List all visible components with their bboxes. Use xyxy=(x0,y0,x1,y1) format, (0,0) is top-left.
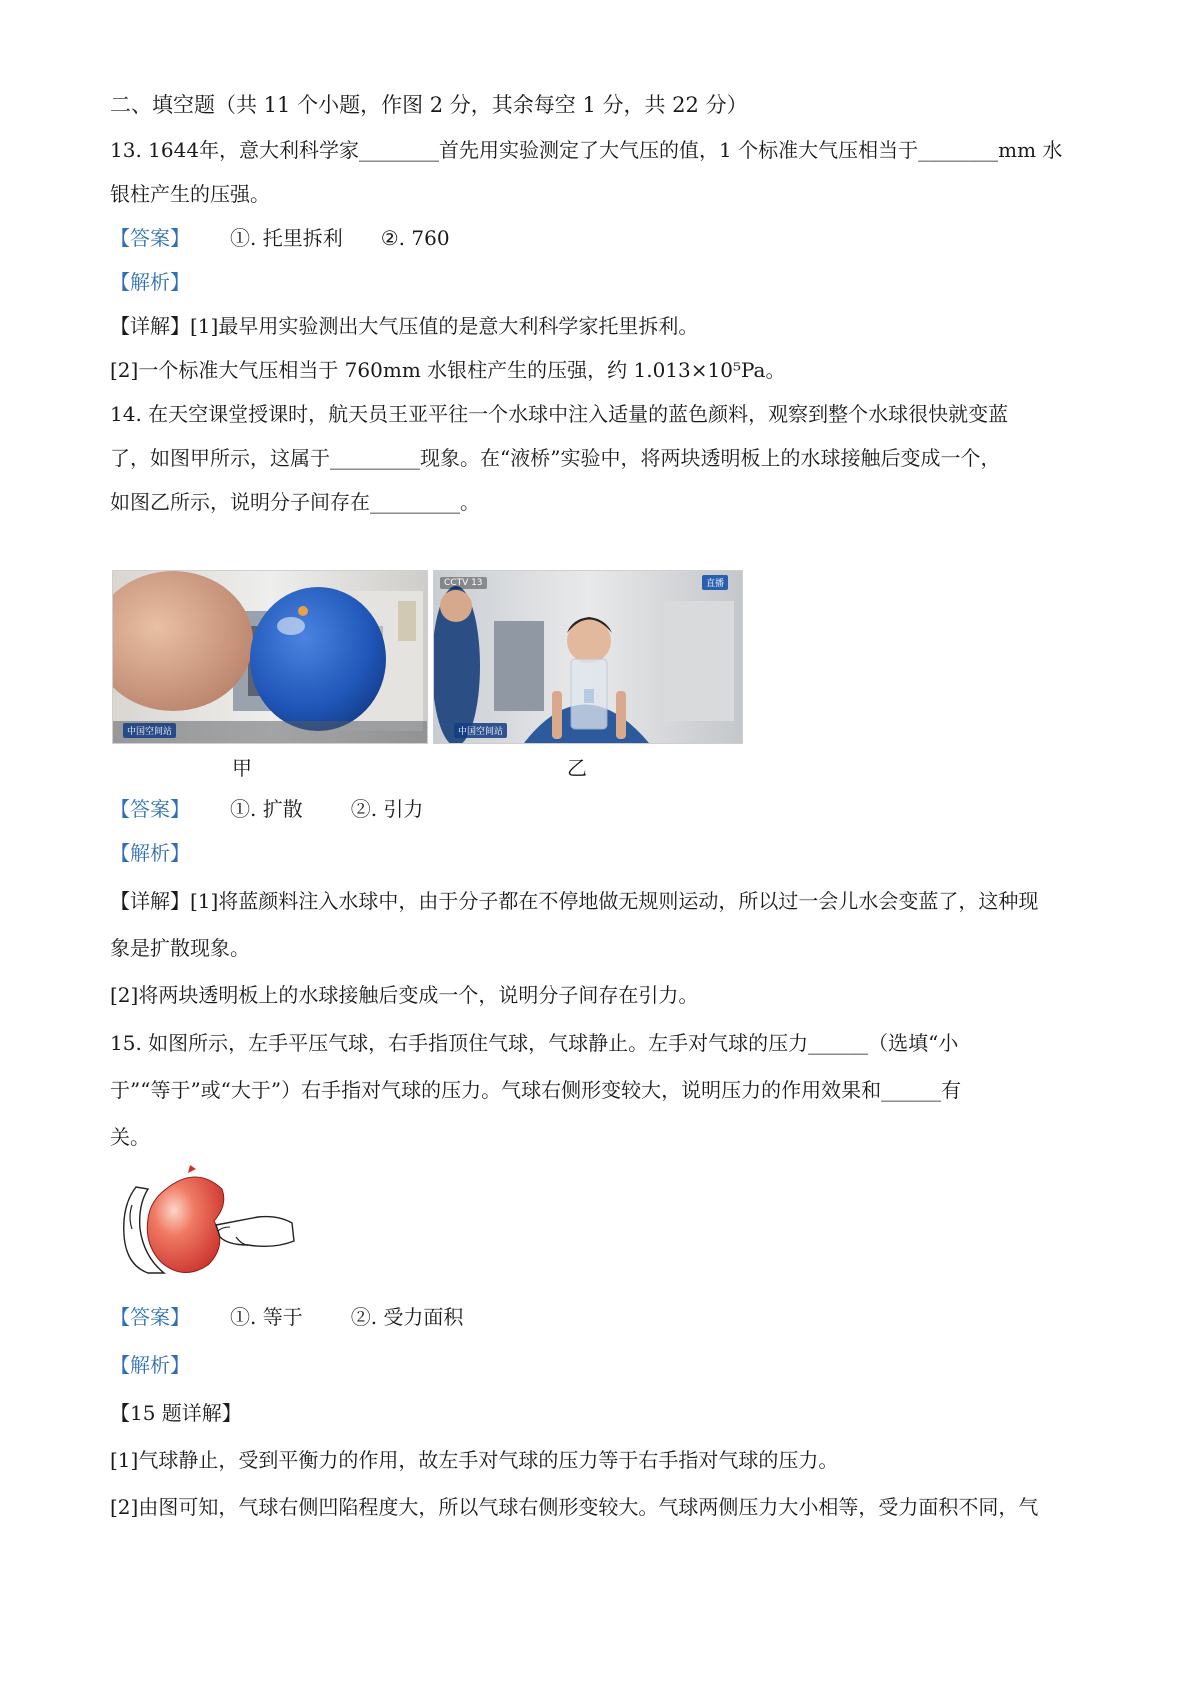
q13-stem-line-1: 13. 1644年，意大利科学家________首先用实验测定了大气压的值，1 个标准大气压相当于________mm 水 xyxy=(110,138,1063,162)
q15-detail-1: [1]气球静止，受到平衡力的作用，故左手对气球的压力等于右手指对气球的压力。 xyxy=(110,1448,839,1472)
q13-analysis-tag: 【解析】 xyxy=(110,270,190,294)
q14-detail-3: [2]将两块透明板上的水球接触后变成一个，说明分子间存在引力。 xyxy=(110,983,699,1007)
photo-yi-channel-logo: CCTV 13 xyxy=(440,577,487,589)
caption-jia: 甲 xyxy=(232,756,252,780)
q13-detail-1: 【详解】[1]最早用实验测出大气压值的是意大利科学家托里拆利。 xyxy=(110,314,699,338)
q13-answer-2: ②. 760 xyxy=(380,226,450,250)
answer-tag: 【答案】 xyxy=(110,226,190,250)
photo-jia-station-logo: 中国空间站 xyxy=(123,723,176,738)
q15-stem-line-2: 于”“等于”或“大于”）右手指对气球的压力。气球右侧形变较大，说明压力的作用效果和______有 xyxy=(110,1078,962,1102)
q15-answer-2: ②. 受力面积 xyxy=(350,1305,464,1329)
photo-jia xyxy=(112,570,428,744)
balloon-illustration xyxy=(118,1165,296,1277)
q14-stem-line-3: 如图乙所示，说明分子间存在_________。 xyxy=(110,490,480,514)
q14-stem-line-2: 了，如图甲所示，这属于_________现象。在“液桥”实验中，将两块透明板上的水球接触后变成一个， xyxy=(110,446,1001,470)
q14-answer xyxy=(110,796,423,822)
q15-answer xyxy=(110,1304,463,1330)
q14-stem-line-1: 14. 在天空课堂授课时，航天员王亚平往一个水球中注入适量的蓝色颜料，观察到整个水球很快就变蓝 xyxy=(110,402,1009,426)
q14-answer-2: ②. 引力 xyxy=(350,797,424,821)
section-title: 二、填空题（共 11 个小题，作图 2 分，其余每空 1 分，共 22 分） xyxy=(110,93,748,117)
photo-yi xyxy=(433,570,743,744)
q14-detail-1: 【详解】[1]将蓝颜料注入水球中，由于分子都在不停地做无规则运动，所以过一会儿水会变蓝了，这种现 xyxy=(110,889,1039,913)
q15-answer-1: ①. 等于 xyxy=(230,1305,303,1329)
q13-detail-2: [2]一个标准大气压相当于 760mm 水银柱产生的压强，约 1.013×10⁵Pa。 xyxy=(110,358,786,382)
q14-detail-2: 象是扩散现象。 xyxy=(110,936,250,960)
answer-tag: 【答案】 xyxy=(110,1305,190,1329)
balloon-figure xyxy=(118,1165,296,1277)
q15-stem-line-1: 15. 如图所示，左手平压气球，右手指顶住气球，气球静止。左手对气球的压力______（选填“小 xyxy=(110,1031,959,1055)
q15-analysis-tag: 【解析】 xyxy=(110,1353,190,1377)
photo-yi-illustration xyxy=(434,571,742,743)
q13-stem-line-2: 银柱产生的压强。 xyxy=(110,182,270,206)
q15-stem-line-3: 关。 xyxy=(110,1125,150,1149)
q15-detail-2: [2]由图可知，气球右侧凹陷程度大，所以气球右侧形变较大。气球两侧压力大小相等，受力面积不同，气 xyxy=(110,1495,1039,1519)
q13-answer xyxy=(110,225,450,251)
photo-yi-station-logo: 中国空间站 xyxy=(454,723,507,738)
q15-detail-head: 【15 题详解】 xyxy=(110,1401,242,1425)
q14-answer-1: ①. 扩散 xyxy=(230,797,303,821)
photo-yi-live-badge: 直播 xyxy=(702,575,728,590)
caption-yi: 乙 xyxy=(567,756,587,780)
photo-jia-illustration xyxy=(113,571,427,743)
answer-tag: 【答案】 xyxy=(110,797,190,821)
q13-answer-1: ①. 托里拆利 xyxy=(230,226,343,250)
q14-analysis-tag: 【解析】 xyxy=(110,841,190,865)
